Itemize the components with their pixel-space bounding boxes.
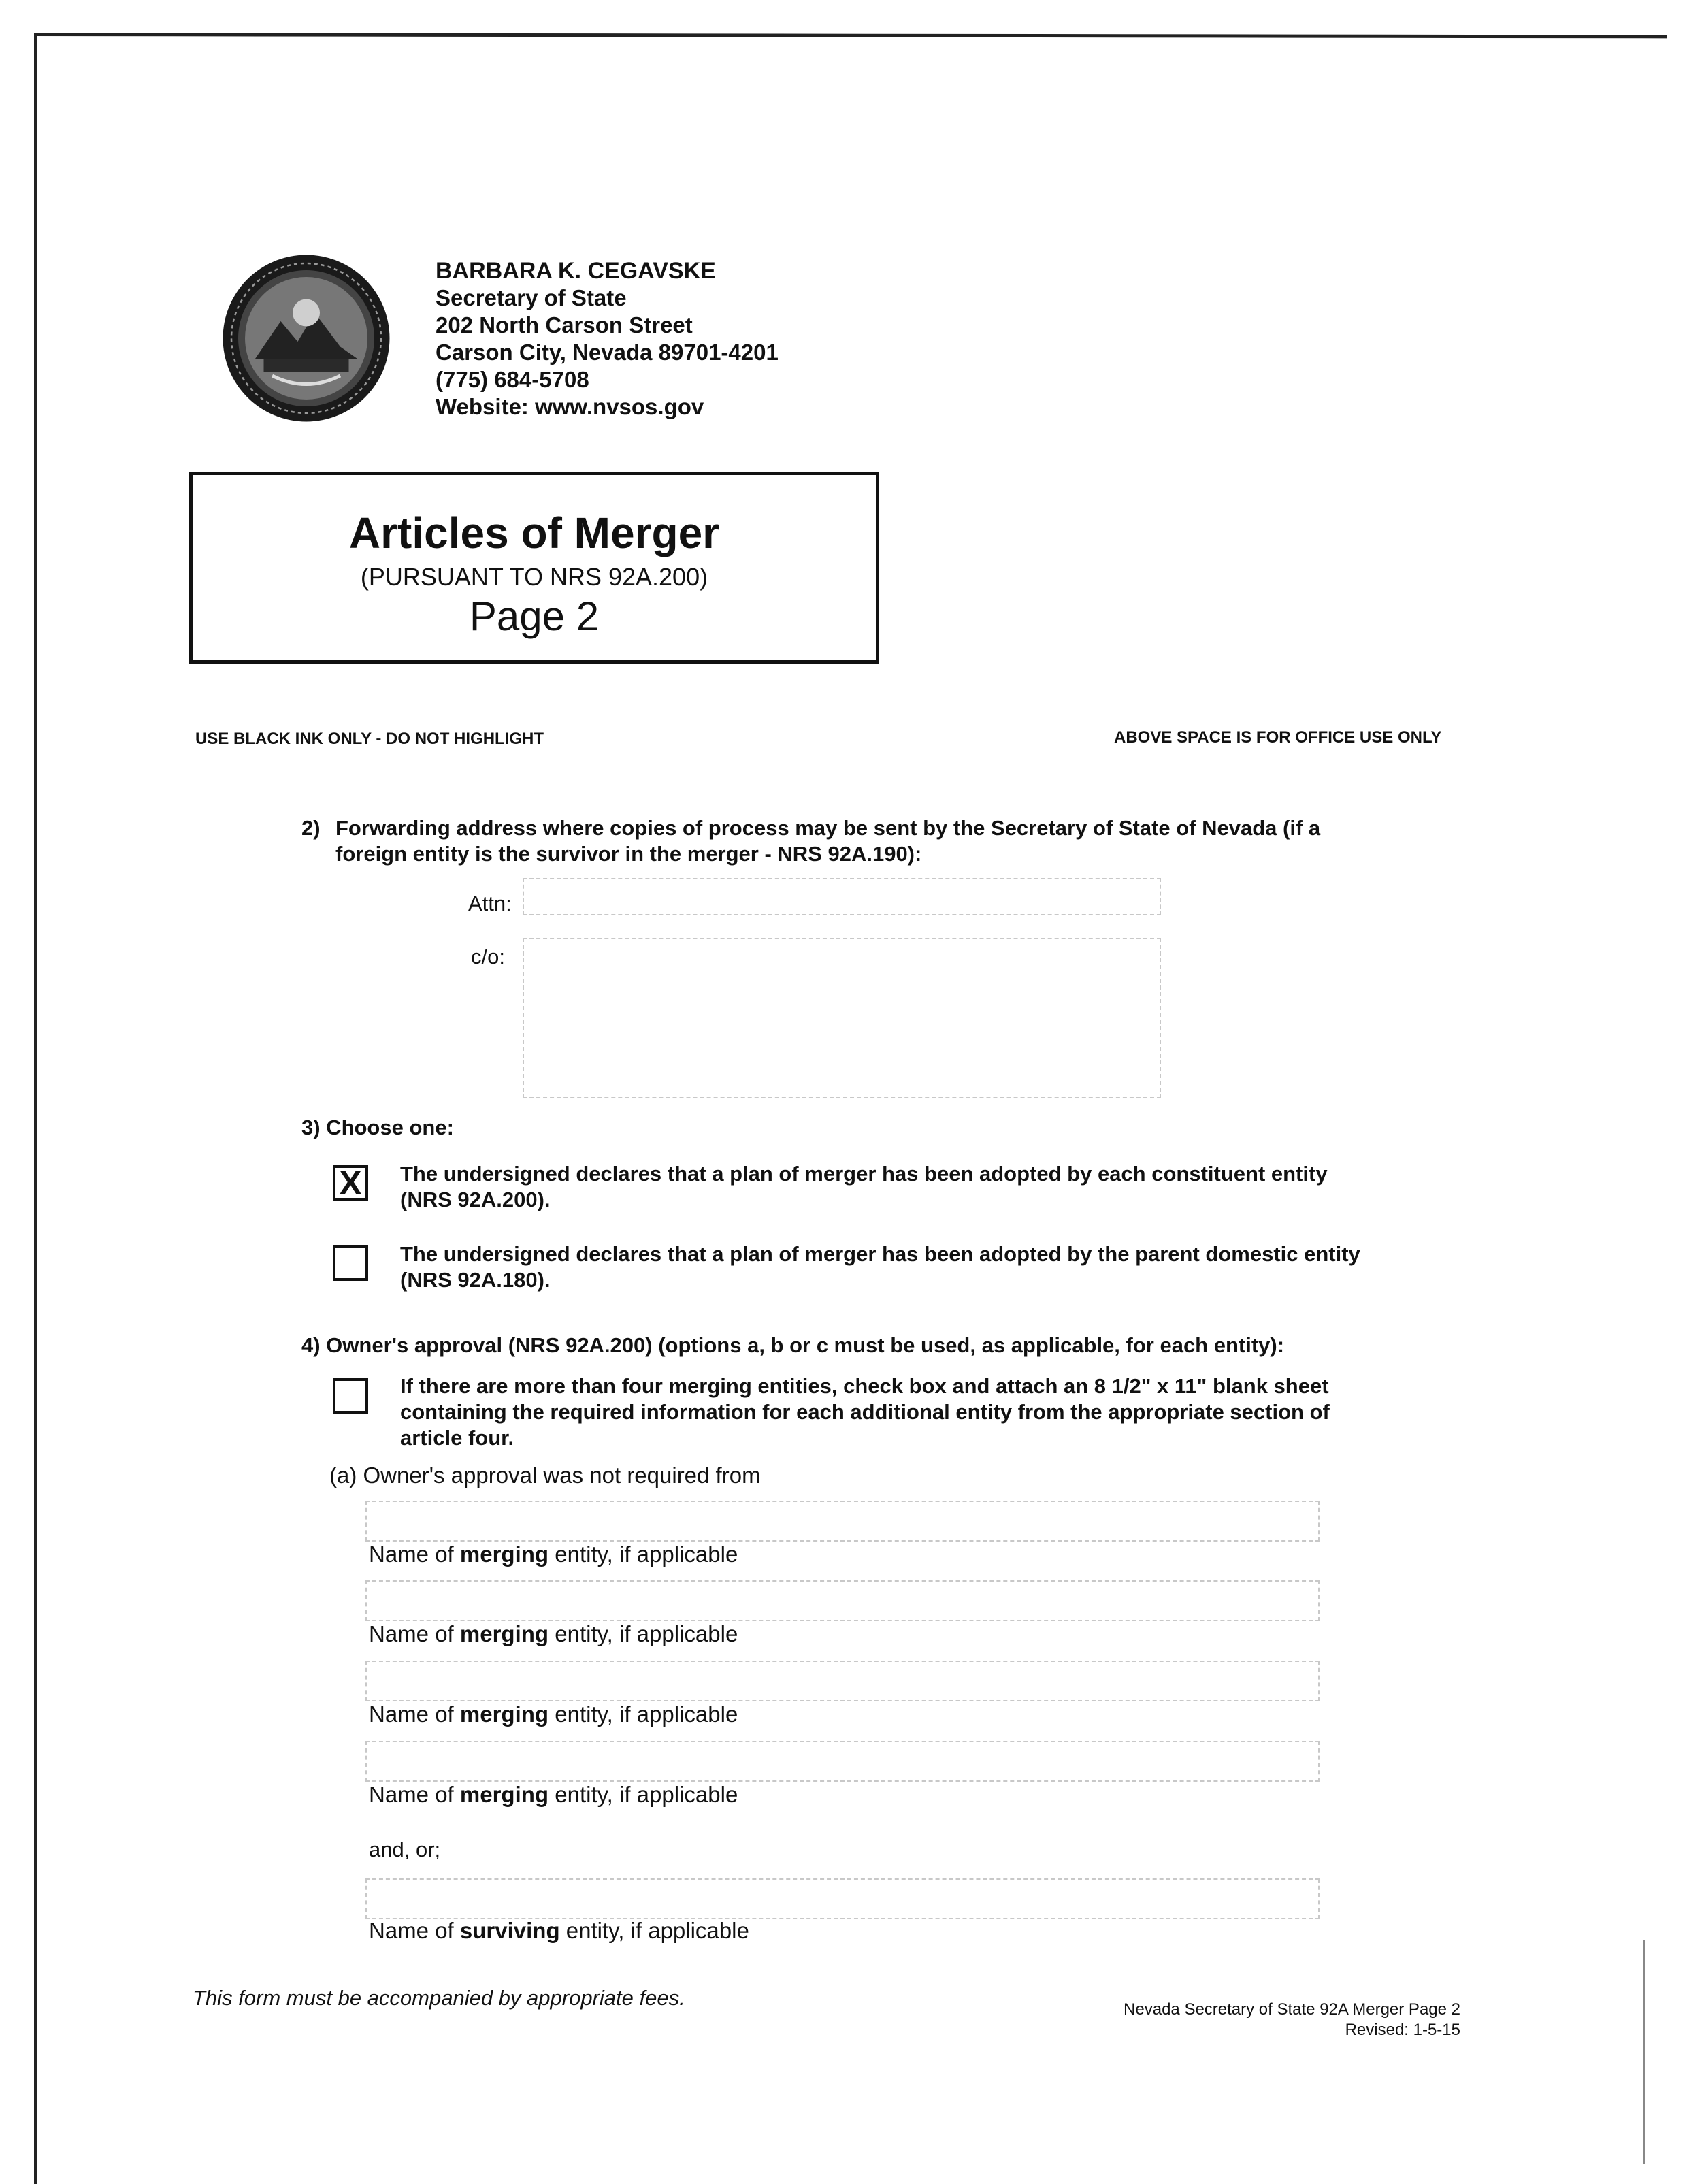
scan-edge-right — [1643, 1940, 1645, 2164]
attn-field[interactable] — [523, 878, 1161, 915]
form-id: Nevada Secretary of State 92A Merger Page 2 — [1124, 2000, 1460, 2019]
form-title-box — [189, 472, 879, 664]
section-4-heading: 4) Owner's approval (NRS 92A.200) (options a, b or c must be used, as applicable, for each entity): — [301, 1333, 1285, 1357]
website: Website: www.nvsos.gov — [436, 394, 704, 419]
ink-notice: USE BLACK INK ONLY - DO NOT HIGHLIGHT — [195, 730, 544, 748]
nevada-state-seal-icon — [221, 253, 391, 423]
form-title: Articles of Merger — [348, 508, 720, 557]
revised-date: Revised: 1-5-15 — [1345, 2021, 1460, 2039]
form-subtitle: (PURSUANT TO NRS 92A.200) — [360, 563, 708, 591]
and-or-text: and, or; — [369, 1838, 441, 1861]
parent-domestic-text: The undersigned declares that a plan of merger has been adopted by the parent domestic entity (NRS 92A.180). — [400, 1242, 1360, 1292]
form-footer — [1089, 2000, 1460, 2040]
surviving-entity-field[interactable] — [365, 1878, 1320, 1919]
section-2-text: Forwarding address where copies of process may be sent by the Secretary of State of Nevada (if a foreign entity is the survivor in the merger - NRS 92A.190): — [335, 816, 1321, 866]
parent-domestic-checkbox[interactable] — [333, 1245, 368, 1281]
merging-entity-field-1[interactable] — [365, 1501, 1320, 1542]
section-2-number: 2) — [301, 816, 321, 840]
form-page-number: Page 2 — [469, 593, 600, 639]
additional-entities-text: If there are more than four merging entities, check box and attach an 8 1/2" x 11" blank sheet containing the required information for each additional entity from the appropriate section of article four. — [400, 1374, 1330, 1450]
secretary-title: Secretary of State — [436, 285, 627, 310]
attn-label: Attn: — [468, 892, 512, 915]
merging-entity-label-4: Name of merging entity, if applicable — [369, 1782, 738, 1807]
merging-entity-label-1: Name of merging entity, if applicable — [369, 1542, 738, 1567]
section-4a-text: (a) Owner's approval was not required from — [329, 1463, 761, 1488]
constituent-entity-text: The undersigned declares that a plan of merger has been adopted by each constituent entity (NRS 92A.200). — [400, 1162, 1328, 1211]
phone-number: (775) 684-5708 — [436, 367, 589, 392]
scan-edge-top — [34, 33, 1667, 38]
co-label: c/o: — [471, 945, 505, 968]
merging-entity-label-2: Name of merging entity, if applicable — [369, 1621, 738, 1646]
address-line-1: 202 North Carson Street — [436, 312, 693, 338]
merging-entity-field-3[interactable] — [365, 1661, 1320, 1701]
office-use-notice: ABOVE SPACE IS FOR OFFICE USE ONLY — [1114, 728, 1442, 747]
co-field[interactable] — [523, 938, 1161, 1098]
section-3-heading: 3) Choose one: — [301, 1115, 454, 1139]
address-line-2: Carson City, Nevada 89701-4201 — [436, 340, 779, 365]
surviving-entity-label: Name of surviving entity, if applicable — [369, 1918, 749, 1943]
secretary-contact-block — [436, 257, 779, 421]
merging-entity-field-4[interactable] — [365, 1741, 1320, 1782]
fees-notice: This form must be accompanied by appropriate fees. — [193, 1986, 685, 2010]
constituent-entity-checkbox[interactable]: X — [333, 1165, 368, 1201]
scan-edge-left — [34, 33, 37, 2184]
merging-entity-field-2[interactable] — [365, 1580, 1320, 1621]
secretary-name: BARBARA K. CEGAVSKE — [436, 258, 716, 284]
additional-entities-checkbox[interactable] — [333, 1378, 368, 1414]
merging-entity-label-3: Name of merging entity, if applicable — [369, 1701, 738, 1727]
